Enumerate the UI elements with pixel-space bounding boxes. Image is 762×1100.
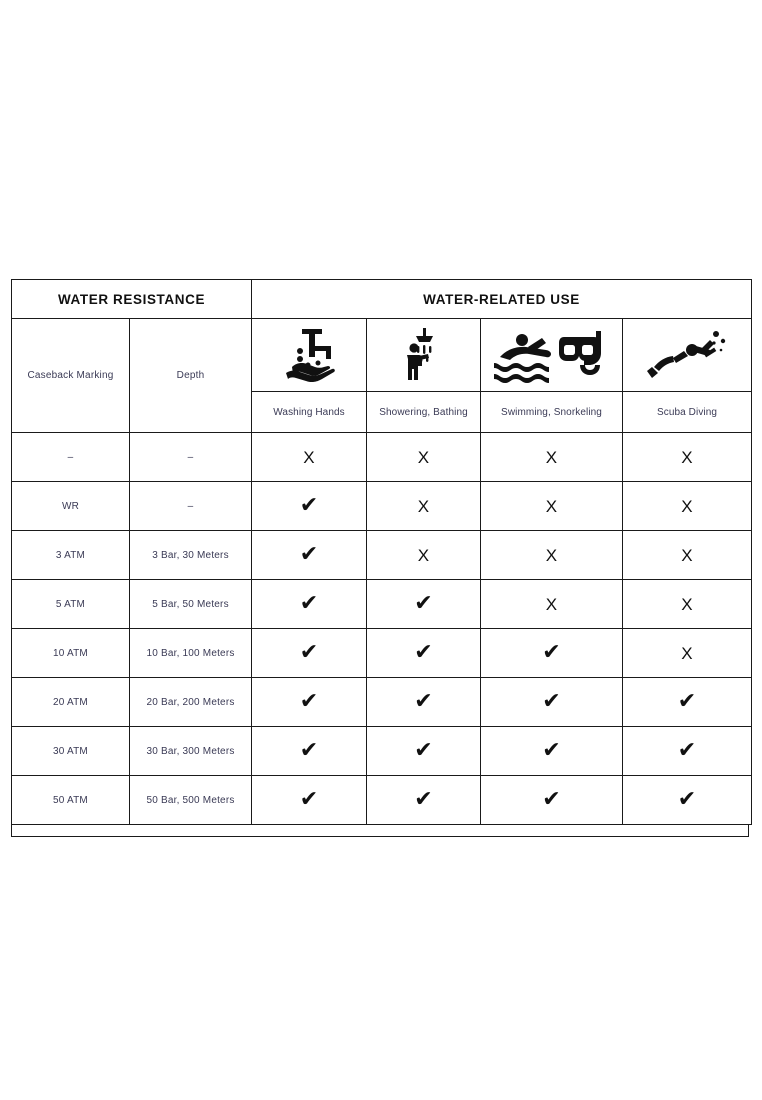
mark-cross: X xyxy=(545,545,558,565)
mark-cross: X xyxy=(417,496,430,516)
swimmer-snorkel-mask-icon xyxy=(481,323,622,387)
subheader-depth: Depth xyxy=(130,319,252,433)
cell-use-swimming xyxy=(481,727,623,776)
mark-check: ✔ xyxy=(299,542,319,567)
cell-use-washing-hands xyxy=(252,433,367,482)
subheader-caseback-marking: Caseback Marking xyxy=(12,319,130,433)
cell-marking: 5 ATM xyxy=(12,580,130,629)
icon-cell-showering-bathing xyxy=(367,319,481,392)
mark-check: ✔ xyxy=(299,640,319,665)
mark-check: ✔ xyxy=(677,738,697,763)
mark-cross: X xyxy=(417,545,430,565)
mark-cross: X xyxy=(681,447,693,467)
mark-check: ✔ xyxy=(542,738,561,763)
cell-marking: 3 ATM xyxy=(12,531,130,580)
mark-check: ✔ xyxy=(414,640,433,665)
mark-cross: X xyxy=(681,496,693,516)
cell-use-washing-hands xyxy=(252,678,367,727)
cell-use-showering xyxy=(367,727,481,776)
cell-depth: 10 Bar, 100 Meters xyxy=(130,629,252,678)
table-row xyxy=(12,727,752,776)
cell-marking: WR xyxy=(12,482,130,531)
cell-depth: 5 Bar, 50 Meters xyxy=(130,580,252,629)
cell-depth: – xyxy=(130,433,252,482)
mark-cross: X xyxy=(681,545,693,565)
cell-use-showering xyxy=(367,776,481,825)
table-row xyxy=(12,433,752,482)
table-row xyxy=(12,580,752,629)
mark-check: ✔ xyxy=(299,493,319,518)
table-icon-row xyxy=(12,319,752,392)
mark-cross: X xyxy=(417,447,430,467)
cell-use-swimming xyxy=(481,482,623,531)
icon-cell-scuba-diving xyxy=(623,319,752,392)
cell-use-showering xyxy=(367,433,481,482)
mark-cross: X xyxy=(681,594,693,614)
cell-depth: 30 Bar, 300 Meters xyxy=(130,727,252,776)
cell-use-scuba xyxy=(623,531,752,580)
cell-use-showering xyxy=(367,580,481,629)
caption-washing-hands: Washing Hands xyxy=(252,392,367,433)
cell-use-scuba xyxy=(623,629,752,678)
mark-check: ✔ xyxy=(542,689,561,714)
cell-use-swimming xyxy=(481,776,623,825)
mark-cross: X xyxy=(545,594,558,614)
cell-depth: 3 Bar, 30 Meters xyxy=(130,531,252,580)
cell-use-swimming xyxy=(481,433,623,482)
mark-cross: X xyxy=(681,643,693,663)
cell-use-washing-hands xyxy=(252,531,367,580)
cell-use-showering xyxy=(367,531,481,580)
cell-use-washing-hands xyxy=(252,727,367,776)
cell-use-scuba xyxy=(623,776,752,825)
cell-depth: – xyxy=(130,482,252,531)
cell-depth: 50 Bar, 500 Meters xyxy=(130,776,252,825)
cell-use-showering xyxy=(367,629,481,678)
mark-check: ✔ xyxy=(299,591,319,616)
cell-use-scuba xyxy=(623,727,752,776)
cell-use-swimming xyxy=(481,531,623,580)
table-row xyxy=(12,531,752,580)
cell-use-swimming xyxy=(481,678,623,727)
cell-use-washing-hands xyxy=(252,629,367,678)
mark-cross: X xyxy=(545,447,558,467)
cell-use-scuba xyxy=(623,580,752,629)
mark-check: ✔ xyxy=(299,738,319,763)
faucet-washing-hands-icon xyxy=(252,323,366,387)
scuba-diver-icon xyxy=(623,323,751,387)
cell-use-washing-hands xyxy=(252,776,367,825)
mark-check: ✔ xyxy=(414,738,433,763)
group-header-water-related-use: WATER-RELATED USE xyxy=(252,280,752,319)
group-header-water-resistance: WATER RESISTANCE xyxy=(12,280,252,319)
cell-use-showering xyxy=(367,678,481,727)
mark-check: ✔ xyxy=(414,787,433,812)
mark-check: ✔ xyxy=(542,640,561,665)
icon-cell-swimming-snorkeling xyxy=(481,319,623,392)
cell-use-showering xyxy=(367,482,481,531)
cell-use-washing-hands xyxy=(252,482,367,531)
cell-use-scuba xyxy=(623,678,752,727)
water-resistance-chart xyxy=(11,279,751,837)
cell-use-washing-hands xyxy=(252,580,367,629)
mark-check: ✔ xyxy=(299,689,319,714)
mark-check: ✔ xyxy=(414,591,433,616)
table-footer-strip xyxy=(11,825,749,837)
caption-scuba-diving: Scuba Diving xyxy=(623,392,752,433)
caption-swimming-snorkeling: Swimming, Snorkeling xyxy=(481,392,623,433)
table-row xyxy=(12,482,752,531)
shower-person-icon xyxy=(367,323,480,387)
table-row xyxy=(12,776,752,825)
cell-use-swimming xyxy=(481,629,623,678)
mark-cross: X xyxy=(545,496,558,516)
cell-use-scuba xyxy=(623,482,752,531)
cell-marking: 30 ATM xyxy=(12,727,130,776)
cell-use-scuba xyxy=(623,433,752,482)
water-resistance-table xyxy=(11,279,752,825)
cell-marking: 10 ATM xyxy=(12,629,130,678)
mark-check: ✔ xyxy=(542,787,561,812)
table-group-header-row xyxy=(12,280,752,319)
cell-marking: – xyxy=(12,433,130,482)
mark-cross: X xyxy=(303,447,315,467)
cell-depth: 20 Bar, 200 Meters xyxy=(130,678,252,727)
table-row xyxy=(12,678,752,727)
caption-showering-bathing: Showering, Bathing xyxy=(367,392,481,433)
mark-check: ✔ xyxy=(414,689,433,714)
cell-use-swimming xyxy=(481,580,623,629)
cell-marking: 50 ATM xyxy=(12,776,130,825)
table-row xyxy=(12,629,752,678)
mark-check: ✔ xyxy=(677,689,697,714)
mark-check: ✔ xyxy=(299,787,319,812)
icon-cell-washing-hands xyxy=(252,319,367,392)
cell-marking: 20 ATM xyxy=(12,678,130,727)
mark-check: ✔ xyxy=(677,787,697,812)
